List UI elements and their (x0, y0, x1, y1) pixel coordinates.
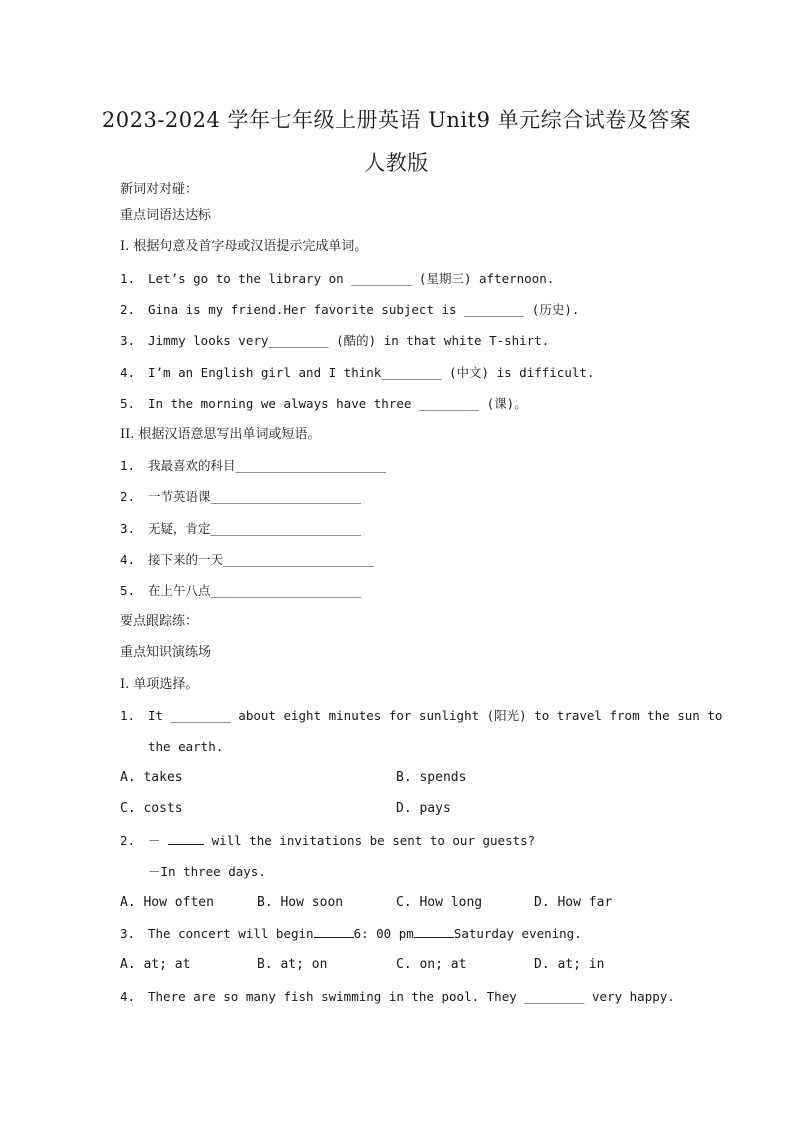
item-number: 4. (120, 989, 136, 1004)
item-text: Gina is my friend.Her favorite subject is ________ (历史). (148, 302, 580, 317)
fill-word-item (120, 364, 700, 382)
option-c: C. costs (120, 801, 183, 816)
question-text: There are so many fish swimming in the pool. They ________ very happy. (148, 989, 675, 1004)
fill-word-item (120, 270, 700, 288)
item-text: 在上午八点____________________ (148, 583, 362, 598)
option-b: B. How soon (257, 895, 344, 910)
item-text: In the morning we always have three ________ (课)。 (148, 396, 527, 411)
answer-blank (414, 925, 454, 938)
item-number: 5. (120, 396, 136, 411)
answer-blank (168, 832, 204, 845)
question-1-continued: the earth. (148, 739, 224, 754)
option-c: C. on; at (396, 957, 467, 972)
choice-heading: I. 单项选择。 (120, 677, 199, 692)
fill-word-item (120, 332, 700, 350)
question-text-part2: 6: 00 pm (353, 926, 414, 941)
option-b: B. at; on (257, 957, 328, 972)
question-text: It ________ about eight minutes for sunlight (阳光) to travel from the sun to (148, 708, 723, 723)
section-new-words: 新词对对碰： (120, 182, 199, 197)
page-title: 2023-2024 学年七年级上册英语 Unit9 单元综合试卷及答案 (101, 108, 692, 132)
phrase-item (120, 488, 700, 506)
part2-heading: II. 根据汉语意思写出单词或短语。 (120, 427, 321, 442)
item-text: 接下来的一天____________________ (148, 552, 374, 567)
fill-word-item (120, 301, 700, 319)
question-text: will the invitations be sent to our guests? (211, 833, 536, 848)
option-d: D. How far (534, 895, 613, 910)
answer-blank (314, 925, 354, 938)
item-number: 1. (120, 708, 136, 723)
question-3 (120, 925, 700, 943)
item-number: 2. (120, 833, 136, 848)
option-a: A. at; at (120, 957, 191, 972)
item-number: 4. (120, 552, 136, 567)
option-b: B. spends (396, 770, 467, 785)
item-number: 1. (120, 271, 136, 286)
item-number: 3. (120, 521, 136, 536)
item-number: 1. (120, 458, 136, 473)
item-text: Let’s go to the library on ________ (星期三) afternoon. (148, 271, 555, 286)
phrase-item (120, 520, 700, 538)
item-text: 一节英语课____________________ (148, 489, 362, 504)
question-text-part1: The concert will begin (148, 926, 314, 941)
section-knowledge: 重点知识演练场 (120, 645, 212, 660)
question-1 (120, 707, 723, 725)
section-key-words: 重点词语达达标 (120, 208, 212, 223)
item-number: 2. (120, 489, 136, 504)
item-number: 5. (120, 583, 136, 598)
question-text-part3: Saturday evening. (453, 926, 582, 941)
item-number: 2. (120, 302, 136, 317)
item-text: I’m an English girl and I think________ (中文) is difficult. (148, 365, 595, 380)
item-number: 3. (120, 333, 136, 348)
question-4 (120, 988, 700, 1006)
option-a: A. How often (120, 895, 214, 910)
option-d: D. at; in (534, 957, 605, 972)
phrase-item (120, 582, 700, 600)
fill-word-item (120, 395, 700, 413)
item-text: Jimmy looks very________ (酷的) in that white T-shirt. (148, 333, 550, 348)
phrase-item (120, 457, 700, 475)
question-2-reply: －In three days. (148, 864, 266, 879)
question-2 (120, 832, 700, 850)
option-c: C. How long (396, 895, 483, 910)
item-text: 我最喜欢的科目____________________ (148, 458, 387, 473)
section-follow: 要点跟踪练： (120, 614, 199, 629)
phrase-item (120, 551, 700, 569)
item-number: 3. (120, 926, 136, 941)
page-subtitle: 人教版 (364, 151, 429, 175)
part1-heading: I. 根据句意及首字母或汉语提示完成单词。 (120, 239, 368, 254)
item-number: 4. (120, 365, 136, 380)
option-d: D. pays (396, 801, 451, 816)
dash: － (148, 833, 161, 848)
item-text: 无疑，肯定____________________ (148, 521, 362, 536)
option-a: A. takes (120, 770, 183, 785)
